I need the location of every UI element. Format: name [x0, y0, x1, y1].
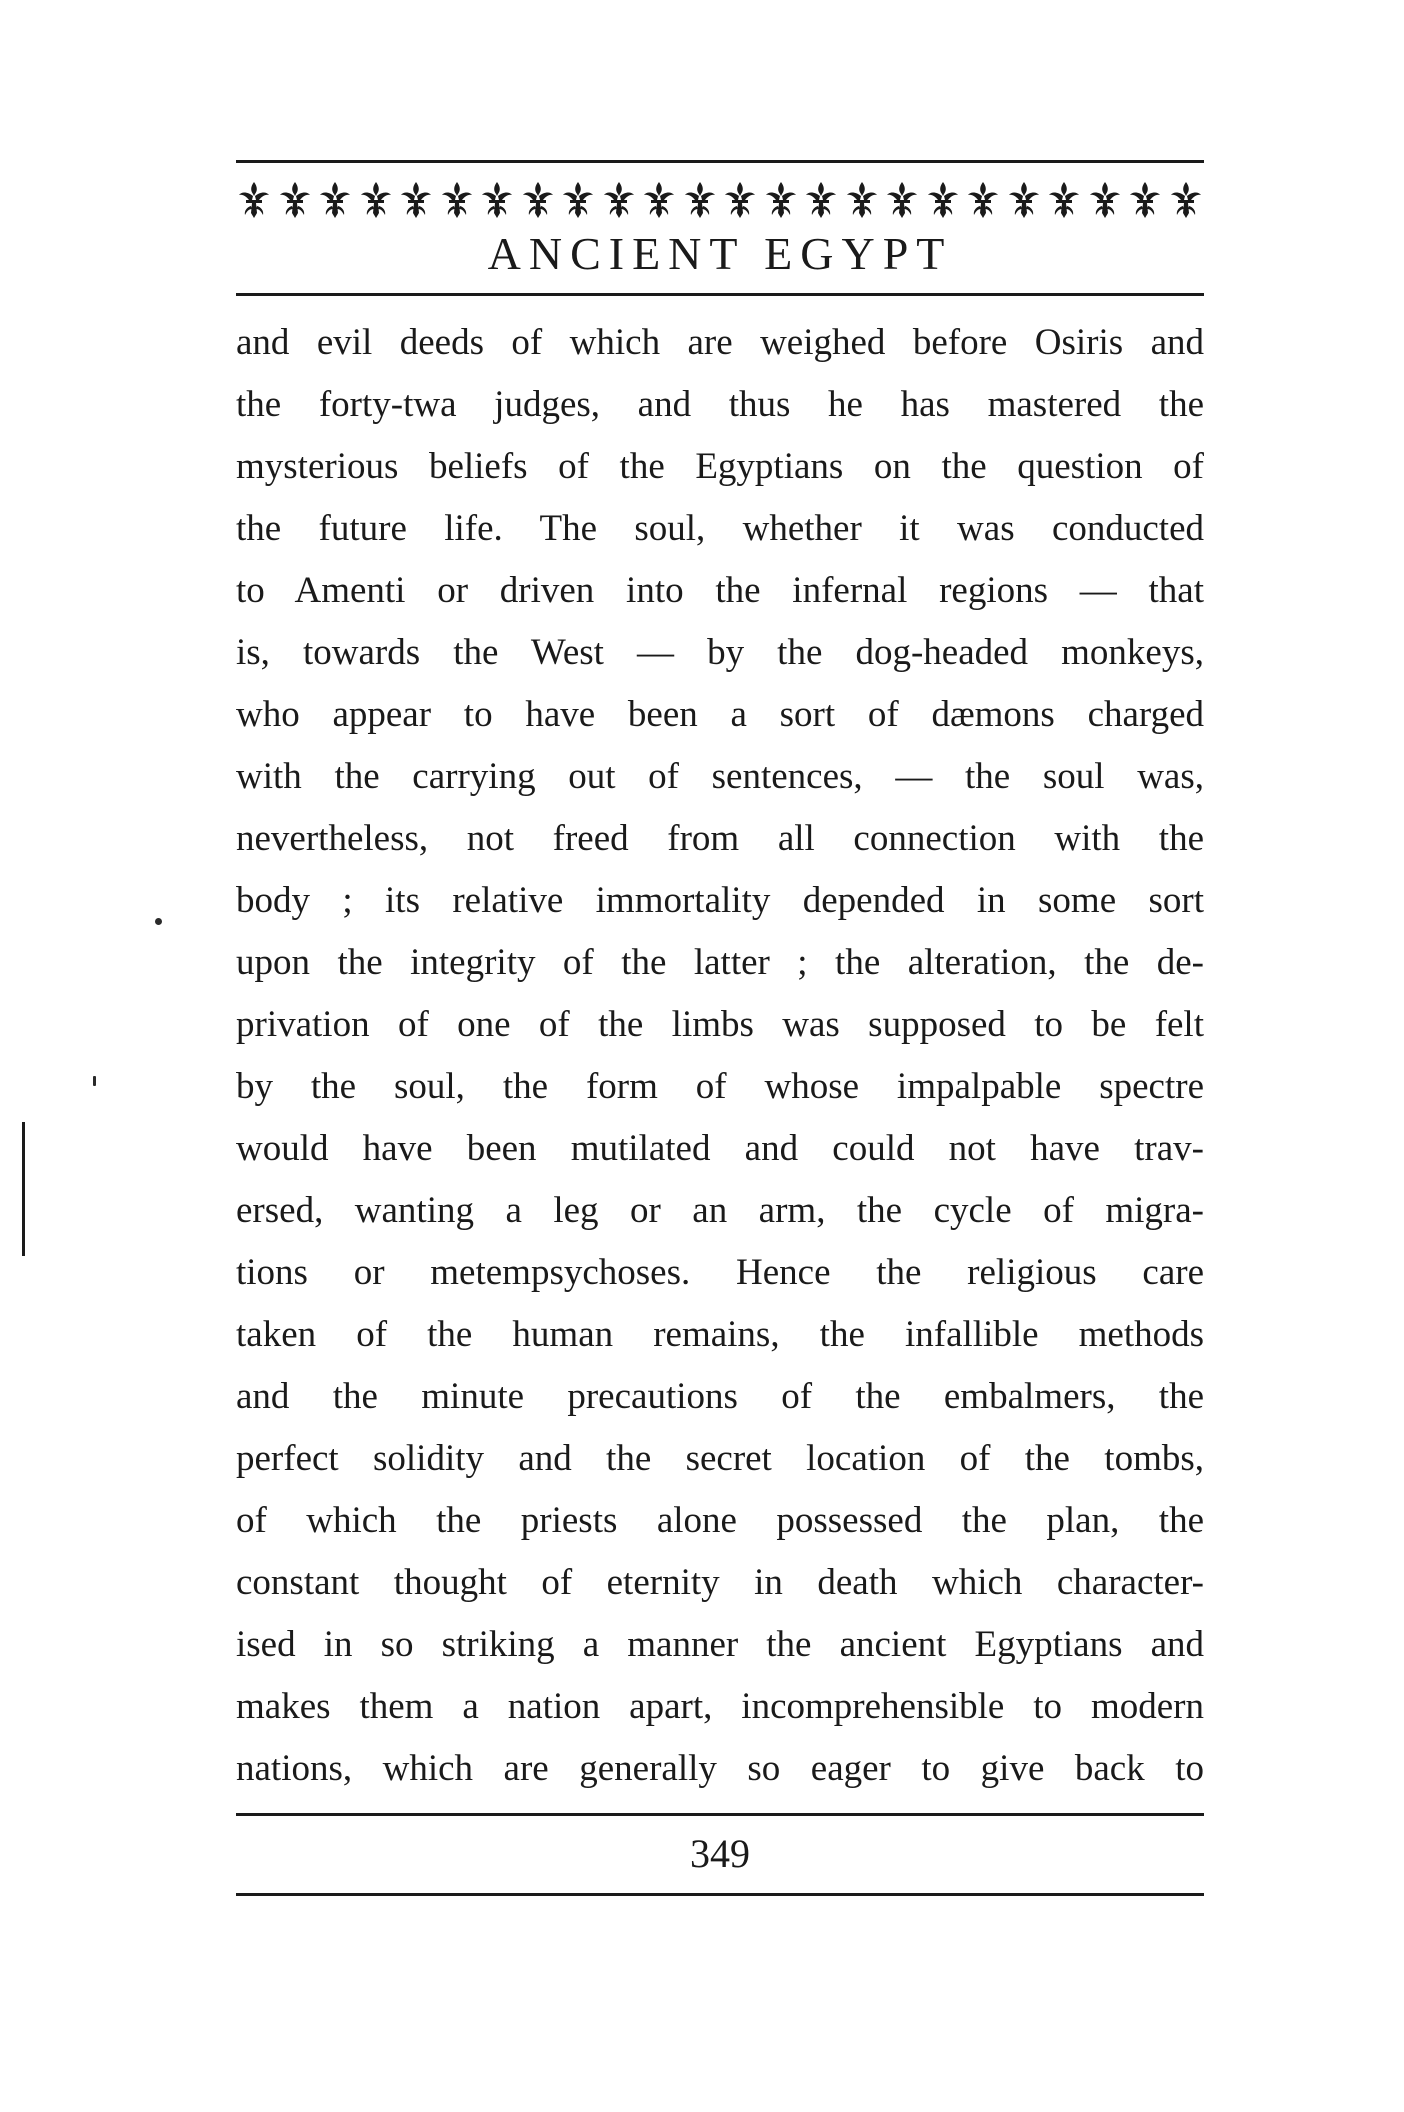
ink-speck: [93, 1076, 96, 1086]
fleur-de-lis-icon: [722, 180, 758, 220]
top-rule: [236, 160, 1204, 163]
text-line: [236, 1180, 1204, 1242]
fleur-de-lis-icon: [965, 180, 1001, 220]
text-line-content: by the soul, the form of whose impalpable spectre: [236, 1066, 1204, 1107]
text-line-content: privation of one of the limbs was supposed to be felt: [236, 1004, 1204, 1045]
text-line-content: would have been mutilated and could not have trav-: [236, 1128, 1204, 1169]
footer-rule: [236, 1813, 1204, 1816]
fleur-de-lis-icon: [479, 180, 515, 220]
fleur-de-lis-icon: [641, 180, 677, 220]
text-line: [236, 1552, 1204, 1614]
running-head: ANCIENT EGYPT: [487, 228, 953, 279]
text-line: [236, 498, 1204, 560]
text-line: [236, 870, 1204, 932]
text-line-content: of which the priests alone possessed the plan, the: [236, 1500, 1204, 1541]
text-line: [236, 312, 1204, 374]
fleur-de-lis-icon: [520, 180, 556, 220]
fleur-de-lis-icon: [1006, 180, 1042, 220]
text-line: [236, 1056, 1204, 1118]
text-line-content: the forty-twa judges, and thus he has mastered the: [236, 384, 1204, 425]
text-line-content: who appear to have been a sort of dæmons charged: [236, 694, 1204, 735]
text-line-content: perfect solidity and the secret location of the tombs,: [236, 1438, 1204, 1479]
fleur-de-lis-icon: [682, 180, 718, 220]
text-line-content: with the carrying out of sentences, — the soul was,: [236, 756, 1204, 797]
text-line-content: taken of the human remains, the infallible methods: [236, 1314, 1204, 1355]
text-line: [236, 1366, 1204, 1428]
text-line-content: mysterious beliefs of the Egyptians on the question of: [236, 446, 1204, 487]
fleur-de-lis-icon: [560, 180, 596, 220]
header-rule: [236, 293, 1204, 296]
text-line-content: and evil deeds of which are weighed before Osiris and: [236, 322, 1204, 363]
text-line: [236, 1118, 1204, 1180]
text-line-content: constant thought of eternity in death which character-: [236, 1562, 1204, 1603]
text-line: [236, 1428, 1204, 1490]
fleur-de-lis-icon: [844, 180, 880, 220]
text-line: [236, 374, 1204, 436]
fleur-de-lis-icon: [236, 180, 272, 220]
ink-speck: [155, 918, 162, 925]
text-line-content: upon the integrity of the latter ; the alteration, the de-: [236, 942, 1204, 983]
fleur-de-lis-icon: [398, 180, 434, 220]
fleur-de-lis-icon: [884, 180, 920, 220]
fleur-de-lis-icon: [277, 180, 313, 220]
text-line-content: to Amenti or driven into the infernal regions — that: [236, 570, 1204, 611]
text-line: [236, 808, 1204, 870]
text-line-content: tions or metempsychoses. Hence the religious care: [236, 1252, 1204, 1293]
text-line: [236, 1738, 1204, 1800]
text-line: [236, 1304, 1204, 1366]
body-text: [236, 312, 1204, 1800]
fleur-de-lis-icon: [358, 180, 394, 220]
text-line: [236, 684, 1204, 746]
fleur-de-lis-icon: [1168, 180, 1204, 220]
fleur-de-lis-icon: [439, 180, 475, 220]
text-line-content: nevertheless, not freed from all connection with the: [236, 818, 1204, 859]
text-line: [236, 622, 1204, 684]
fleur-de-lis-icon: [763, 180, 799, 220]
text-line: [236, 1490, 1204, 1552]
text-line-content: makes them a nation apart, incomprehensible to modern: [236, 1686, 1204, 1727]
fleur-de-lis-icon: [317, 180, 353, 220]
margin-mark: [22, 1122, 25, 1256]
text-line: [236, 932, 1204, 994]
text-line: [236, 1676, 1204, 1738]
ornament-border: [236, 176, 1204, 224]
text-line-content: ersed, wanting a leg or an arm, the cycle of migra-: [236, 1190, 1204, 1231]
bottom-rule: [236, 1893, 1204, 1896]
text-line: [236, 994, 1204, 1056]
text-line: [236, 436, 1204, 498]
text-line-content: ised in so striking a manner the ancient Egyptians and: [236, 1624, 1204, 1665]
text-line: [236, 560, 1204, 622]
text-line-content: and the minute precautions of the embalmers, the: [236, 1376, 1204, 1417]
text-line-content: the future life. The soul, whether it was conducted: [236, 508, 1204, 549]
fleur-de-lis-icon: [1087, 180, 1123, 220]
text-line-content: body ; its relative immortality depended in some sort: [236, 880, 1204, 921]
text-line: [236, 1614, 1204, 1676]
fleur-de-lis-icon: [1127, 180, 1163, 220]
fleur-de-lis-icon: [803, 180, 839, 220]
page-number: 349: [690, 1831, 750, 1876]
text-line: [236, 1242, 1204, 1304]
fleur-de-lis-icon: [925, 180, 961, 220]
fleur-de-lis-icon: [1046, 180, 1082, 220]
text-line-content: is, towards the West — by the dog-headed monkeys,: [236, 632, 1204, 673]
text-line: [236, 746, 1204, 808]
text-line-content: nations, which are generally so eager to give back to: [236, 1748, 1204, 1789]
fleur-de-lis-icon: [601, 180, 637, 220]
